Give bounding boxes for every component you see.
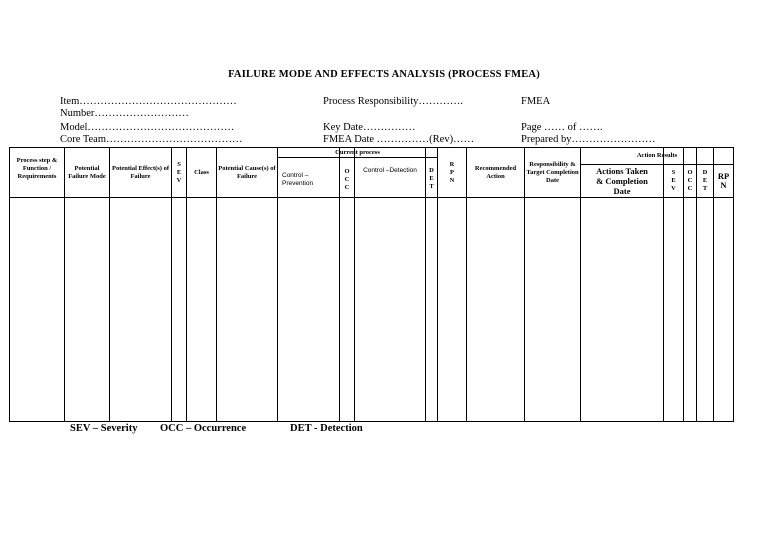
legend-occ: OCC – Occurrence — [160, 423, 247, 434]
col-ar-det: D E T — [702, 169, 708, 192]
col-ar-sev: S E V — [671, 169, 676, 192]
col-responsibility: Responsibility & Target Completion Date — [526, 161, 579, 184]
col-recommended-action: Recommended Action — [474, 165, 517, 180]
col-control-detection: Control –Detection — [363, 167, 417, 174]
col-failure-mode: Potential Failure Mode — [68, 165, 106, 180]
col-det: D E T — [429, 167, 434, 190]
col-occ: O C C — [344, 168, 350, 191]
prepared-by-field: Prepared by…………………… — [521, 134, 656, 145]
fmea-label: FMEA — [521, 96, 551, 107]
col-ar-rpn: RP N — [717, 171, 730, 190]
legend-det: DET - Detection — [290, 423, 363, 434]
item-field: Item……………………………………… — [60, 96, 237, 107]
col-actions-taken: Actions Taken & Completion Date — [596, 166, 648, 196]
page-title: FAILURE MODE AND EFFECTS ANALYSIS (PROCESS FMEA) — [228, 69, 540, 80]
col-class: Class — [194, 169, 209, 176]
col-control-prevention: Control – Prevention — [282, 172, 314, 187]
col-causes: Potential Cause(s) of Failure — [218, 165, 276, 180]
col-effects: Potential Effect(s) of Failure — [111, 165, 170, 180]
col-action-results: Action Results — [636, 152, 678, 159]
col-current-process: Current process — [335, 148, 380, 156]
process-responsibility-field: Process Responsibility…………. — [323, 96, 464, 107]
page-field: Page …… of ……. — [521, 122, 603, 133]
fmea-date-field: FMEA Date ……………(Rev)…… — [323, 134, 475, 145]
col-rpn: R P N — [449, 161, 455, 184]
col-sev: S E V — [176, 161, 182, 184]
model-field: Model…………………………………… — [60, 122, 235, 133]
col-ar-occ: O C C — [687, 169, 693, 192]
col-process-step: Process step & Function / Requirements — [16, 157, 58, 180]
fmea-table — [9, 147, 734, 422]
legend-sev: SEV – Severity — [70, 423, 138, 434]
number-field: Number……………………… — [60, 108, 189, 119]
key-date-field: Key Date…………… — [323, 122, 416, 133]
core-team-field: Core Team………………………………… — [60, 134, 243, 145]
